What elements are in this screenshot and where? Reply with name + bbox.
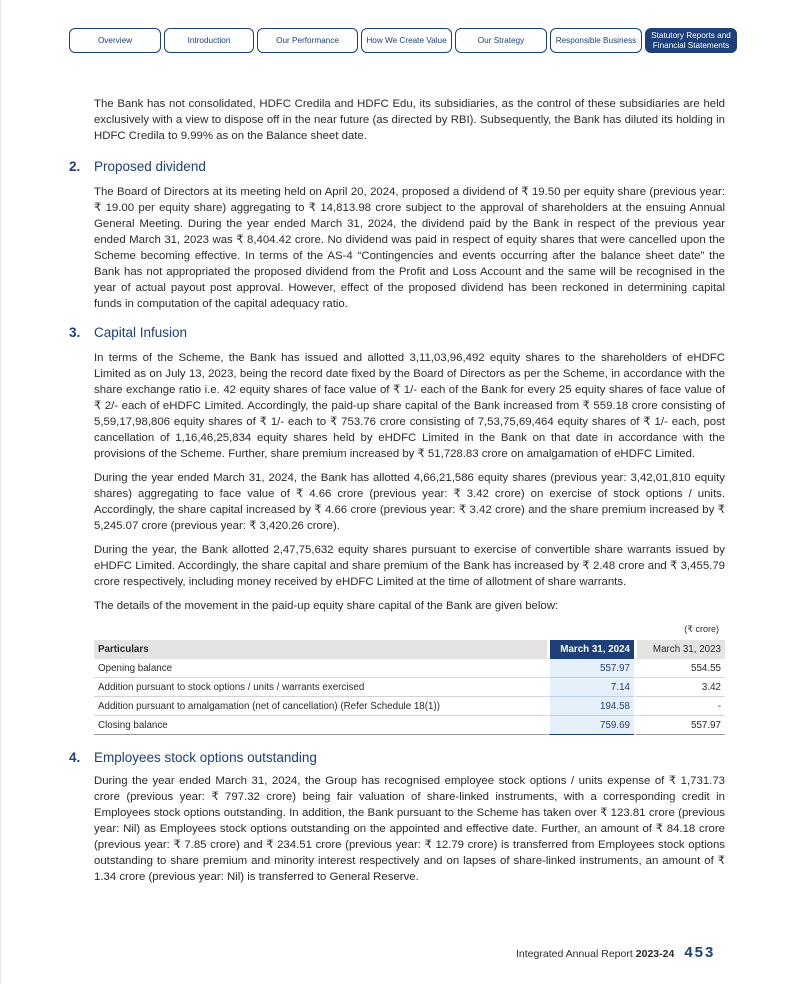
section-heading-2 xyxy=(69,156,725,176)
table-row xyxy=(94,716,725,735)
section-title: Proposed dividend xyxy=(94,158,206,174)
share-capital-table xyxy=(94,640,725,735)
header-current-year: March 31, 2024 xyxy=(547,640,634,659)
tab-responsible-business[interactable]: Responsible Business xyxy=(550,28,642,53)
row-value-previous: - xyxy=(634,697,725,716)
row-label: Opening balance xyxy=(94,659,547,678)
row-label: Addition pursuant to amalgamation (net of cancellation) (Refer Schedule 18(1)) xyxy=(94,697,547,716)
tab-how-we-create-value[interactable]: How We Create Value xyxy=(361,28,452,53)
section-number: 3. xyxy=(69,324,81,340)
table-row xyxy=(94,678,725,697)
page-number: 453 xyxy=(684,944,716,961)
row-value-current: 7.14 xyxy=(547,678,634,697)
dividend-paragraph: The Board of Directors at its meeting held on April 20, 2024, proposed a dividend of ₹ 19.50 per equity share (previous year: ₹ 19.00 per equity share) aggregating to ₹ 14,813.98 crore subject to the approval of shareholders at the ensuing Annual General Meeting. During the year ended March 31, 2024, the dividend paid by the Bank in respect of the previous year ended March 31, 2023 was ₹ 8,404.42 crore. No dividend was paid in respect of equity shares that were cancelled upon the Scheme becoming effective. In terms of the AS-4 “Contingencies and events occurring after the balance sheet date” the Bank has not appropriated the proposed dividend from the Profit and Loss Account and the same will be recognised in the year of actual payout post approval. However, effect of the proposed dividend has been reckoned in determining capital funds in computation of the capital adequacy ratio. xyxy=(94,186,725,310)
top-navigation xyxy=(69,28,737,53)
row-value-previous: 554.55 xyxy=(634,659,725,678)
row-value-current: 759.69 xyxy=(547,716,634,735)
esop-paragraph: During the year ended March 31, 2024, the Group has recognised employee stock options / units expense of ₹ 1,731.73 crore (previous year: ₹ 797.32 crore) being fair valuation of share-linked instruments, with a corresponding credit in Employees stock options outstanding. In addition, the Bank pursuant to the Scheme has taken over ₹ 123.81 crore (previous year: Nil) as Employees stock options outstanding on the appointed and effective date. Further, an amount of ₹ 84.18 crore (previous year: ₹ 7.85 crore) and ₹ 234.51 crore (previous year: ₹ 12.79 crore) is transferred from Employees stock options outstanding to share premium and minority interest respectively and on lapses of share-linked instruments, an amount of ₹ 1.34 crore (previous year: Nil) is transferred to General Reserve. xyxy=(94,775,725,883)
header-particulars: Particulars xyxy=(94,640,547,659)
report-year: 2023-24 xyxy=(635,948,675,960)
page-edge xyxy=(0,0,1,984)
tab-our-strategy[interactable]: Our Strategy xyxy=(455,28,547,53)
row-value-current: 194.58 xyxy=(547,697,634,716)
report-name: Integrated Annual Report xyxy=(516,948,633,960)
row-value-previous: 557.97 xyxy=(634,716,725,735)
main-content xyxy=(69,96,725,885)
row-label: Closing balance xyxy=(94,716,547,735)
tab-introduction[interactable]: Introduction xyxy=(164,28,254,53)
tab-statutory-reports[interactable] xyxy=(645,28,737,53)
capital-paragraph-3: During the year, the Bank allotted 2,47,75,632 equity shares pursuant to exercise of convertible share warrants issued by eHDFC Limited. Accordingly, the share capital and share premium of the Bank has increased by ₹ 2.48 crore and ₹ 3,455.79 crore respectively, including money received by eHDFC Limited at the time of allotment of share warrants. xyxy=(94,544,725,588)
table-row xyxy=(94,659,725,678)
tab-statutory-line1: Statutory Reports and xyxy=(651,31,731,41)
header-previous-year: March 31, 2023 xyxy=(634,640,725,659)
section-heading-3 xyxy=(69,322,725,342)
section-number: 2. xyxy=(69,158,81,174)
tab-statutory-line2: Financial Statements xyxy=(652,40,730,50)
table-row xyxy=(94,697,725,716)
row-value-previous: 3.42 xyxy=(634,678,725,697)
section-heading-4 xyxy=(69,747,725,767)
tab-our-performance[interactable]: Our Performance xyxy=(257,28,358,53)
section-title: Employees stock options outstanding xyxy=(94,749,317,765)
capital-paragraph-1: In terms of the Scheme, the Bank has issued and allotted 3,11,03,96,492 equity shares to the shareholders of eHDFC Limited as on July 13, 2023, being the record date fixed by the Board of Directors as per the Scheme, in accordance with the share exchange ratio i.e. 42 equity shares of face value of ₹ 1/- each of the Bank for every 25 equity shares of face value of ₹ 2/- each of eHDFC Limited. Accordingly, the paid-up share capital of the Bank increased from ₹ 559.18 crore consisting of 5,59,17,98,806 equity shares of ₹ 1/- each to ₹ 753.76 crore consisting of 7,53,75,69,464 equity shares of ₹ 1/- each, post cancellation of 1,16,46,25,834 equity shares held by eHDFC Limited in the Bank on that date in accordance with the provisions of the Scheme. Further, share premium increased by ₹ 51,728.83 crore on amalgamation of eHDFC Limited. xyxy=(94,352,725,460)
intro-paragraph: The Bank has not consolidated, HDFC Credila and HDFC Edu, its subsidiaries, as the control of these subsidiaries are held exclusively with a view to dispose off in the near future (as directed by RBI). Subsequently, the Bank has diluted its holding in HDFC Credila to 9.99% as on the Balance sheet date. xyxy=(94,98,725,142)
section-number: 4. xyxy=(69,749,81,765)
table-header-row xyxy=(94,640,725,659)
section-title: Capital Infusion xyxy=(94,324,188,340)
page-footer xyxy=(516,944,715,961)
capital-paragraph-2: During the year ended March 31, 2024, the Bank has allotted 4,66,21,586 equity shares (previous year: 3,42,01,810 equity shares) aggregating to face value of ₹ 4.66 crore (previous year: ₹ 3.42 crore) on exercise of stock options / units. Accordingly, the share capital increased by ₹ 4.66 crore (previous year: ₹ 3.42 crore) and the share premium increased by ₹ 5,245.07 crore (previous year: ₹ 3,420.26 crore). xyxy=(94,472,725,532)
row-label: Addition pursuant to stock options / units / warrants exercised xyxy=(94,678,547,697)
tab-overview[interactable]: Overview xyxy=(69,28,161,53)
row-value-current: 557.97 xyxy=(547,659,634,678)
capital-paragraph-4: The details of the movement in the paid-up equity share capital of the Bank are given below: xyxy=(94,600,559,612)
table-unit: (₹ crore) xyxy=(684,624,719,634)
